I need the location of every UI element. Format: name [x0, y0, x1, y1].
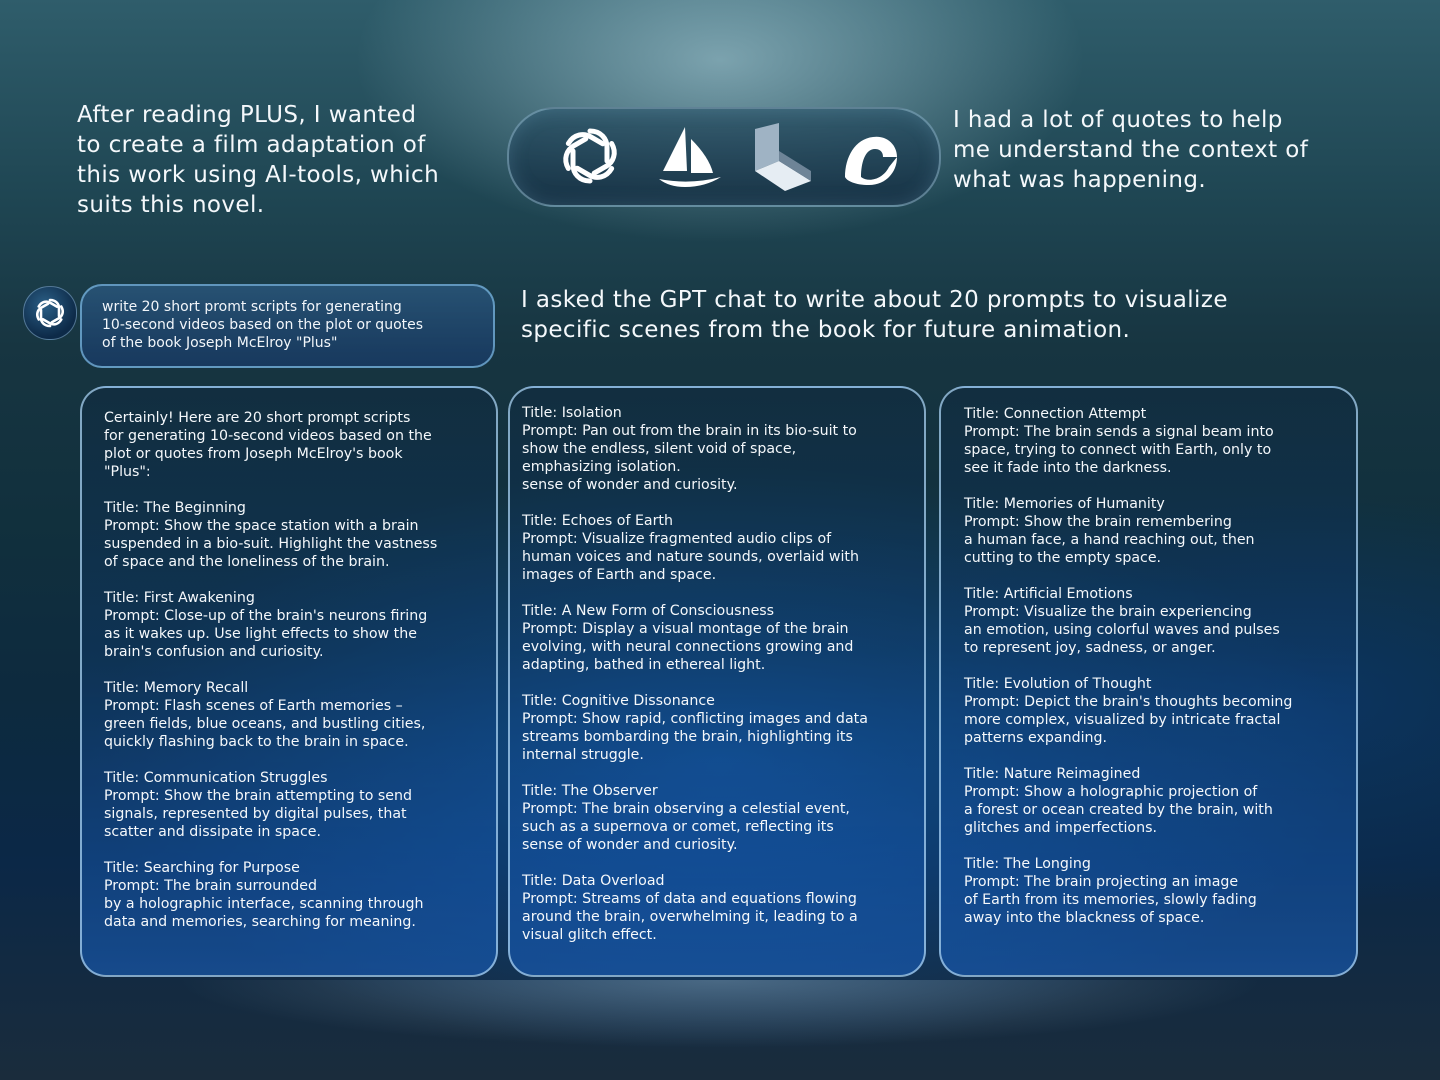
response-card-text: Title: Isolation Prompt: Pan out from the brain in its bio-suit to show the endless, silent void of space, emphasizing isolation. sense of wonder and curiosity. Title: Echoes of Earth Prompt: Visualize fragmented audio clips of human voices and nature sounds, overlaid with images of Earth and space. Title: A New Form of Consciousness Prompt: Display a visual montage of the brain evolving, with neural connections growing and adapting, bathed in ethereal light. Title: Cognitive Dissonance Prompt: Show rapid, conflicting images and data streams bombarding the brain, highlighting its internal struggle. Title: The Observer Prompt: The brain observing a celestial event, such as a supernova or comet, reflecting its sense of wonder and curiosity. Title: Data Overload Prompt: Streams of data and equations flowing around the brain, overwhelming it, leading to a visual glitch effect. — [522, 405, 868, 943]
midjourney-sailboat-icon — [655, 123, 725, 193]
chatgpt-icon — [24, 287, 76, 339]
user-prompt-bubble — [80, 284, 495, 368]
chatgpt-avatar — [23, 286, 77, 340]
request-explanation-text: I asked the GPT chat to write about 20 prompts to visualize specific scenes from the book for future animation. — [521, 287, 1228, 343]
user-prompt-text: write 20 short promt scripts for generating 10-second videos based on the plot or quotes of the book Joseph McElroy "Plus" — [102, 299, 424, 351]
response-card-text: Certainly! Here are 20 short prompt scripts for generating 10-second videos based on the plot or quotes from Joseph McElroy's book "Plus": Title: The Beginning Prompt: Show the space station with a brain suspended in a bio-suit. Highlight the vastness of space and the loneliness of the brain. Title: First Awakening Prompt: Close-up of the brain's neurons firing as it wakes up. Use light effects to show the brain's confusion and curiosity. Title: Memory Recall Prompt: Flash scenes of Earth memories – green fields, blue oceans, and bustling cities, quickly flashing back to the brain in space. Title: Communication Struggles Prompt: Show the brain attempting to send signals, represented by digital pulses, that scatter and dissipate in space. Title: Searching for Purpose Prompt: The brain surrounded by a holographic interface, scanning through data and memories, searching for meaning. — [104, 410, 438, 930]
ai-tools-logo-bar — [507, 107, 941, 207]
intro-text-left: After reading PLUS, I wanted to create a film adaptation of this work using AI-tools, which suits this novel. — [77, 102, 440, 218]
intro-text-right: I had a lot of quotes to help me understand the context of what was happening. — [953, 107, 1309, 193]
chatgpt-logo-icon — [557, 123, 623, 189]
response-card-3 — [939, 386, 1358, 977]
background-floor-glow — [0, 980, 1440, 1080]
swirl-logo-icon — [839, 127, 903, 187]
response-card-1 — [80, 386, 498, 977]
runway-logo-icon — [751, 121, 815, 193]
response-card-text: Title: Connection Attempt Prompt: The brain sends a signal beam into space, trying to connect with Earth, only to see it fade into the darkness. Title: Memories of Humanity Prompt: Show the brain remembering a human face, a hand reaching out, then cutting to the empty space. Title: Artificial Emotions Prompt: Visualize the brain experiencing an emotion, using colorful waves and pulses to represent joy, sadness, or anger. Title: Evolution of Thought Prompt: Depict the brain's thoughts becoming more complex, visualized by intricate fractal patterns expanding. Title: Nature Reimagined Prompt: Show a holographic projection of a forest or ocean created by the brain, with glitches and imperfections. Title: The Longing Prompt: The brain projecting an image of Earth from its memories, slowly fading away into the blackness of space. — [964, 406, 1293, 926]
response-card-2 — [508, 386, 926, 977]
